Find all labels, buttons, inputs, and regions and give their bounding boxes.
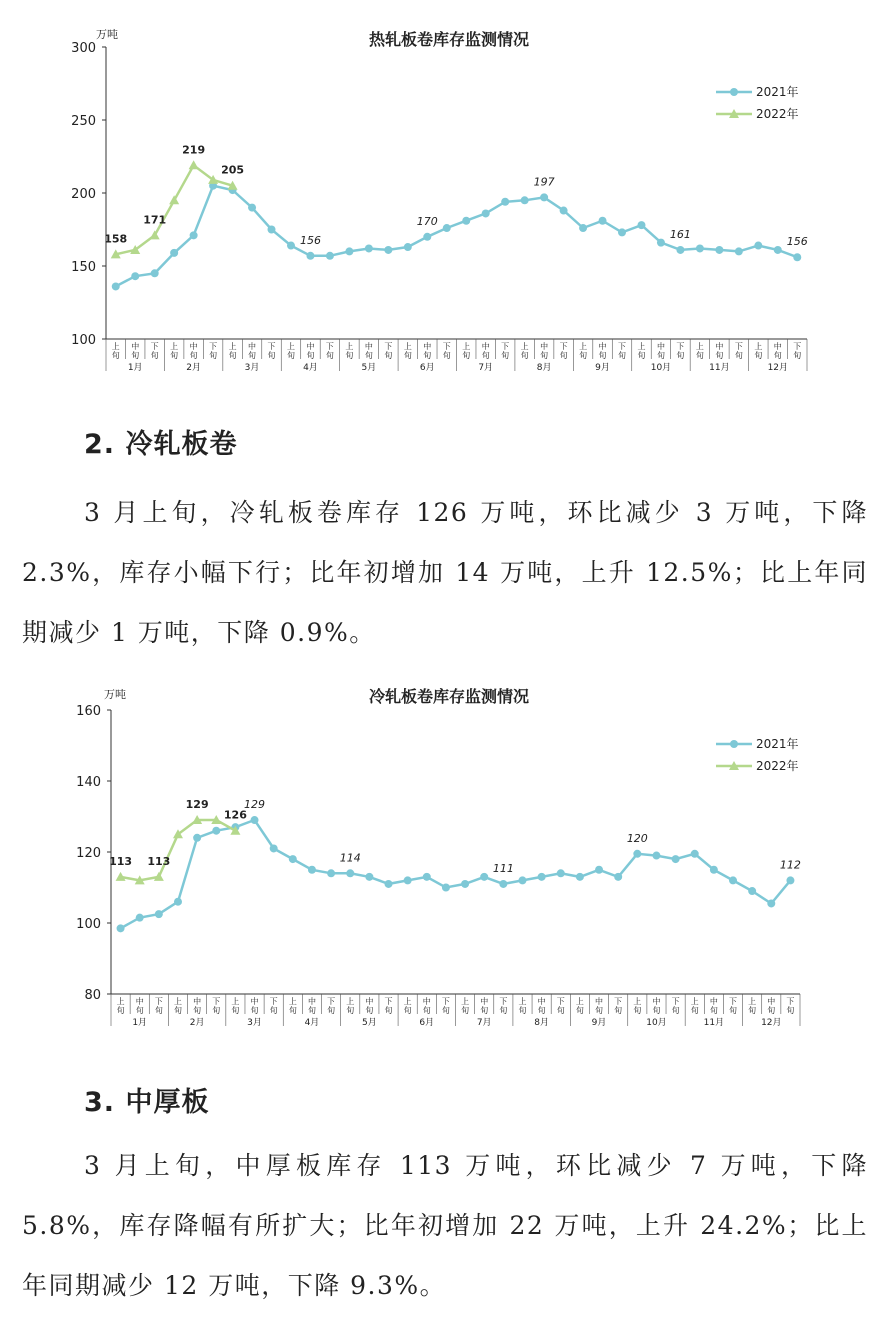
- x-tick-label: 旬: [748, 1006, 757, 1015]
- x-tick-label: 中: [135, 997, 144, 1006]
- data-point-2021: [480, 873, 488, 881]
- x-tick-label: 中: [767, 997, 776, 1006]
- x-tick-label: 旬: [193, 1006, 202, 1015]
- month-label: 2月: [186, 363, 201, 373]
- month-label: 5月: [361, 363, 377, 373]
- x-tick-label: 上: [228, 342, 237, 351]
- month-label: 9月: [595, 363, 610, 373]
- x-tick-label: 中: [540, 342, 549, 351]
- y-tick-label: 200: [71, 187, 96, 202]
- month-label: 11月: [703, 1018, 725, 1028]
- data-point-2021: [501, 198, 509, 206]
- data-point-2021: [289, 855, 297, 863]
- y-tick-label: 300: [71, 41, 96, 56]
- x-tick-label: 旬: [209, 351, 218, 360]
- y-tick-label: 160: [76, 704, 101, 719]
- data-label: 158: [104, 232, 128, 246]
- x-tick-label: 下: [209, 342, 218, 351]
- x-tick-label: 中: [709, 997, 718, 1006]
- x-tick-label: 旬: [170, 351, 179, 360]
- data-point-2021: [715, 246, 723, 254]
- month-label: 8月: [536, 363, 552, 373]
- data-point-2021: [112, 282, 120, 290]
- x-tick-label: 旬: [671, 1006, 680, 1015]
- data-label: 219: [182, 143, 206, 157]
- data-point-2021: [521, 196, 529, 204]
- x-tick-label: 上: [345, 342, 354, 351]
- x-tick-label: 旬: [656, 351, 665, 360]
- x-tick-label: 旬: [461, 1006, 470, 1015]
- x-tick-label: 中: [248, 342, 257, 351]
- data-point-2021: [691, 850, 699, 858]
- x-tick-label: 旬: [307, 1006, 316, 1015]
- data-label: 120: [626, 831, 648, 845]
- data-point-2021: [404, 876, 412, 884]
- x-tick-label: 旬: [690, 1006, 699, 1015]
- data-label: 113: [109, 854, 133, 868]
- x-tick-label: 旬: [423, 351, 432, 360]
- x-tick-label: 上: [116, 997, 125, 1006]
- x-tick-label: 下: [442, 342, 451, 351]
- month-label: 10月: [646, 1018, 667, 1028]
- cold-rolled-chart: [0, 672, 879, 1032]
- x-tick-label: 上: [111, 342, 120, 351]
- data-point-2021: [136, 914, 144, 922]
- legend-label: 2022年: [756, 759, 799, 773]
- y-tick-label: 250: [71, 114, 96, 129]
- data-point-2021: [251, 816, 259, 824]
- x-tick-label: 旬: [131, 351, 140, 360]
- x-tick-label: 旬: [403, 1006, 412, 1015]
- month-label: 5月: [362, 1018, 377, 1028]
- x-tick-label: 旬: [228, 351, 237, 360]
- x-tick-label: 上: [748, 997, 757, 1006]
- y-tick-label: 120: [76, 846, 101, 861]
- x-tick-label: 旬: [250, 1006, 259, 1015]
- x-tick-label: 旬: [345, 351, 354, 360]
- x-tick-label: 旬: [325, 351, 334, 360]
- x-tick-label: 旬: [786, 1006, 795, 1015]
- x-tick-label: 旬: [595, 1006, 604, 1015]
- chart-title: 冷轧板卷库存监测情况: [368, 687, 530, 706]
- x-tick-label: 旬: [598, 351, 607, 360]
- x-tick-label: 上: [288, 997, 297, 1006]
- x-tick-label: 下: [618, 342, 627, 351]
- x-tick-label: 旬: [150, 351, 159, 360]
- x-tick-label: 上: [754, 342, 763, 351]
- x-tick-label: 上: [520, 342, 529, 351]
- data-point-2021: [461, 880, 469, 888]
- month-label: 11月: [709, 363, 730, 373]
- x-tick-label: 旬: [556, 1006, 565, 1015]
- data-label: 113: [147, 854, 171, 868]
- data-point-2021: [482, 209, 490, 217]
- y-tick-label: 150: [71, 260, 96, 275]
- data-point-2022: [169, 195, 179, 204]
- x-tick-label: 中: [250, 997, 259, 1006]
- month-label: 7月: [478, 363, 494, 373]
- data-point-2021: [657, 239, 665, 247]
- month-label: 12月: [767, 363, 789, 373]
- x-tick-label: 下: [154, 997, 163, 1006]
- x-tick-label: 上: [346, 997, 355, 1006]
- data-point-2021: [774, 246, 782, 254]
- data-point-2021: [538, 873, 546, 881]
- section3-paragraph: 3 月上旬，中厚板库存 113 万吨，环比减少 7 万吨，下降 5.8%，库存降幅有所扩大；比年初增加 22 万吨，上升 24.2%；比上年同期减少 12 万吨，下降 9.3%。: [22, 1151, 868, 1300]
- x-tick-label: 旬: [212, 1006, 221, 1015]
- x-tick-label: 旬: [559, 351, 568, 360]
- data-point-2021: [633, 850, 641, 858]
- x-tick-label: 下: [384, 997, 393, 1006]
- x-tick-label: 旬: [441, 1006, 450, 1015]
- x-tick-label: 上: [173, 997, 182, 1006]
- x-tick-label: 中: [773, 342, 782, 351]
- data-label: 197: [533, 175, 555, 189]
- y-tick-label: 100: [71, 333, 96, 348]
- x-tick-label: 旬: [116, 1006, 125, 1015]
- month-label: 6月: [419, 1018, 435, 1028]
- data-point-2021: [327, 869, 335, 877]
- x-tick-label: 下: [327, 997, 336, 1006]
- x-tick-label: 旬: [676, 351, 685, 360]
- data-point-2021: [212, 827, 220, 835]
- x-tick-label: 下: [671, 997, 680, 1006]
- x-tick-label: 旬: [715, 351, 724, 360]
- legend-label: 2021年: [756, 737, 799, 751]
- data-point-2021: [579, 224, 587, 232]
- x-tick-label: 下: [786, 997, 795, 1006]
- data-label: 156: [299, 233, 321, 247]
- x-tick-label: 旬: [501, 351, 510, 360]
- data-point-2021: [540, 193, 548, 201]
- x-tick-label: 旬: [384, 1006, 393, 1015]
- x-tick-label: 旬: [267, 351, 276, 360]
- x-tick-label: 旬: [793, 351, 802, 360]
- data-point-2021: [576, 873, 584, 881]
- month-label: 9月: [591, 1018, 607, 1028]
- section2-title: 2. 冷轧板卷: [84, 429, 238, 460]
- x-tick-label: 上: [633, 997, 642, 1006]
- x-tick-label: 下: [267, 342, 276, 351]
- month-label: 1月: [127, 363, 143, 373]
- x-tick-label: 上: [579, 342, 588, 351]
- data-point-2021: [248, 204, 256, 212]
- x-tick-label: 旬: [709, 1006, 718, 1015]
- data-point-2021: [385, 880, 393, 888]
- data-point-2021: [518, 876, 526, 884]
- x-tick-label: 下: [212, 997, 221, 1006]
- section3-title: 3. 中厚板: [84, 1087, 210, 1118]
- x-tick-label: 下: [384, 342, 393, 351]
- series-line-2021: [121, 820, 791, 928]
- x-tick-label: 下: [269, 997, 278, 1006]
- data-point-2021: [155, 910, 163, 918]
- x-tick-label: 中: [595, 997, 604, 1006]
- month-label: 6月: [419, 363, 435, 373]
- x-tick-label: 上: [695, 342, 704, 351]
- data-point-2021: [423, 233, 431, 241]
- x-tick-label: 旬: [540, 351, 549, 360]
- month-label: 7月: [476, 1018, 492, 1028]
- x-tick-label: 中: [193, 997, 202, 1006]
- x-tick-label: 旬: [773, 351, 782, 360]
- x-tick-label: 旬: [288, 1006, 297, 1015]
- x-tick-label: 下: [501, 342, 510, 351]
- x-tick-label: 下: [150, 342, 159, 351]
- data-label: 171: [143, 213, 167, 227]
- data-point-2022: [150, 230, 160, 239]
- x-tick-label: 上: [170, 342, 179, 351]
- x-tick-label: 旬: [462, 351, 471, 360]
- x-tick-label: 中: [364, 342, 373, 351]
- data-point-2021: [754, 242, 762, 250]
- month-label: 12月: [761, 1018, 782, 1028]
- data-point-2021: [306, 252, 314, 260]
- x-tick-label: 旬: [579, 351, 588, 360]
- x-tick-label: 旬: [537, 1006, 546, 1015]
- data-point-2021: [326, 252, 334, 260]
- legend-marker: [730, 740, 738, 748]
- x-tick-label: 旬: [154, 1006, 163, 1015]
- x-tick-label: 旬: [365, 1006, 374, 1015]
- x-tick-label: 旬: [306, 351, 315, 360]
- x-tick-label: 上: [637, 342, 646, 351]
- month-label: 4月: [304, 1018, 320, 1028]
- x-tick-label: 上: [403, 997, 412, 1006]
- x-tick-label: 旬: [614, 1006, 623, 1015]
- data-point-2021: [767, 899, 775, 907]
- x-tick-label: 上: [518, 997, 527, 1006]
- x-tick-label: 中: [189, 342, 198, 351]
- data-label: 170: [416, 214, 438, 228]
- x-tick-label: 中: [656, 342, 665, 351]
- x-tick-label: 下: [559, 342, 568, 351]
- data-point-2021: [696, 244, 704, 252]
- data-label: 129: [185, 798, 209, 812]
- x-tick-label: 中: [423, 342, 432, 351]
- data-label: 156: [786, 235, 808, 249]
- series-line-2021: [116, 186, 798, 287]
- month-label: 10月: [650, 363, 672, 373]
- month-label: 3月: [247, 1018, 262, 1028]
- x-tick-label: 中: [537, 997, 546, 1006]
- legend-label: 2022年: [756, 107, 799, 121]
- x-tick-label: 旬: [618, 351, 627, 360]
- data-point-2021: [404, 243, 412, 251]
- x-tick-label: 旬: [734, 351, 743, 360]
- data-point-2021: [729, 876, 737, 884]
- x-tick-label: 旬: [575, 1006, 584, 1015]
- y-axis-unit-label: 万吨: [104, 688, 126, 701]
- x-tick-label: 上: [461, 997, 470, 1006]
- data-point-2021: [499, 880, 507, 888]
- data-point-2021: [614, 873, 622, 881]
- data-point-2021: [560, 207, 568, 215]
- legend-marker: [730, 88, 738, 96]
- data-point-2021: [793, 253, 801, 261]
- data-point-2021: [174, 898, 182, 906]
- x-tick-label: 中: [131, 342, 140, 351]
- x-tick-label: 上: [575, 997, 584, 1006]
- x-tick-label: 中: [307, 997, 316, 1006]
- data-point-2021: [423, 873, 431, 881]
- month-label: 2月: [189, 1018, 205, 1028]
- month-label: 4月: [303, 363, 318, 373]
- month-label: 1月: [132, 1018, 148, 1028]
- x-tick-label: 中: [480, 997, 489, 1006]
- data-point-2021: [117, 924, 125, 932]
- x-tick-label: 旬: [231, 1006, 240, 1015]
- x-tick-label: 旬: [633, 1006, 642, 1015]
- x-tick-label: 旬: [248, 351, 257, 360]
- data-point-2021: [345, 247, 353, 255]
- x-tick-label: 上: [286, 342, 295, 351]
- data-point-2021: [365, 244, 373, 252]
- x-tick-label: 上: [231, 997, 240, 1006]
- x-tick-label: 旬: [403, 351, 412, 360]
- data-label: 205: [221, 163, 245, 177]
- x-tick-label: 旬: [520, 351, 529, 360]
- data-point-2021: [462, 217, 470, 225]
- data-point-2021: [786, 876, 794, 884]
- cold-rolled-chart-svg: [0, 672, 879, 1032]
- x-tick-label: 旬: [729, 1006, 738, 1015]
- x-tick-label: 旬: [480, 1006, 489, 1015]
- x-tick-label: 旬: [173, 1006, 182, 1015]
- x-tick-label: 上: [403, 342, 412, 351]
- data-point-2021: [131, 272, 139, 280]
- month-label: 8月: [534, 1018, 549, 1028]
- data-label: 112: [779, 858, 801, 872]
- data-point-2021: [365, 873, 373, 881]
- hot-rolled-chart-svg: [0, 0, 879, 395]
- x-tick-label: 旬: [481, 351, 490, 360]
- x-tick-label: 旬: [518, 1006, 527, 1015]
- x-tick-label: 下: [499, 997, 508, 1006]
- data-label: 114: [339, 851, 361, 865]
- x-tick-label: 中: [306, 342, 315, 351]
- x-tick-label: 中: [422, 997, 431, 1006]
- data-label: 129: [244, 798, 266, 812]
- data-point-2021: [557, 869, 565, 877]
- x-tick-label: 旬: [286, 351, 295, 360]
- x-tick-label: 下: [614, 997, 623, 1006]
- x-tick-label: 旬: [754, 351, 763, 360]
- y-axis-unit-label: 万吨: [96, 28, 118, 41]
- data-point-2021: [735, 247, 743, 255]
- data-point-2021: [308, 866, 316, 874]
- month-label: 3月: [244, 363, 260, 373]
- x-tick-label: 上: [690, 997, 699, 1006]
- data-point-2021: [443, 224, 451, 232]
- data-point-2021: [748, 887, 756, 895]
- data-point-2021: [268, 226, 276, 234]
- x-tick-label: 中: [652, 997, 661, 1006]
- x-tick-label: 旬: [442, 351, 451, 360]
- data-label: 126: [223, 808, 247, 822]
- x-tick-label: 下: [734, 342, 743, 351]
- x-tick-label: 下: [441, 997, 450, 1006]
- data-point-2021: [676, 246, 684, 254]
- data-point-2021: [672, 855, 680, 863]
- x-tick-label: 中: [715, 342, 724, 351]
- y-tick-label: 80: [84, 988, 101, 1003]
- data-point-2021: [384, 246, 392, 254]
- x-tick-label: 中: [481, 342, 490, 351]
- x-tick-label: 旬: [499, 1006, 508, 1015]
- x-tick-label: 旬: [269, 1006, 278, 1015]
- x-tick-label: 旬: [135, 1006, 144, 1015]
- data-point-2021: [618, 228, 626, 236]
- x-tick-label: 下: [729, 997, 738, 1006]
- y-tick-label: 140: [76, 775, 101, 790]
- x-tick-label: 下: [325, 342, 334, 351]
- legend-label: 2021年: [756, 85, 799, 99]
- hot-rolled-chart: [0, 0, 879, 395]
- x-tick-label: 旬: [767, 1006, 776, 1015]
- x-tick-label: 中: [365, 997, 374, 1006]
- chart-title: 热轧板卷库存监测情况: [368, 30, 530, 49]
- x-tick-label: 旬: [652, 1006, 661, 1015]
- data-point-2021: [595, 866, 603, 874]
- x-tick-label: 旬: [364, 351, 373, 360]
- data-point-2021: [346, 869, 354, 877]
- data-point-2021: [442, 884, 450, 892]
- x-tick-label: 旬: [637, 351, 646, 360]
- x-tick-label: 旬: [111, 351, 120, 360]
- data-point-2021: [710, 866, 718, 874]
- x-tick-label: 旬: [422, 1006, 431, 1015]
- data-point-2021: [151, 269, 159, 277]
- x-tick-label: 旬: [327, 1006, 336, 1015]
- data-point-2021: [193, 834, 201, 842]
- data-point-2021: [652, 852, 660, 860]
- y-tick-label: 100: [76, 917, 101, 932]
- x-tick-label: 旬: [346, 1006, 355, 1015]
- data-point-2021: [190, 231, 198, 239]
- x-tick-label: 上: [462, 342, 471, 351]
- x-tick-label: 旬: [189, 351, 198, 360]
- x-tick-label: 下: [676, 342, 685, 351]
- x-tick-label: 下: [793, 342, 802, 351]
- x-tick-label: 下: [556, 997, 565, 1006]
- data-point-2021: [637, 221, 645, 229]
- data-point-2021: [270, 844, 278, 852]
- data-label: 111: [492, 861, 514, 875]
- x-tick-label: 旬: [384, 351, 393, 360]
- data-label: 161: [669, 227, 691, 241]
- data-point-2022: [189, 160, 199, 169]
- x-tick-label: 旬: [695, 351, 704, 360]
- data-point-2021: [170, 249, 178, 257]
- section2-paragraph: 3 月上旬，冷轧板卷库存 126 万吨，环比减少 3 万吨，下降 2.3%，库存小幅下行；比年初增加 14 万吨，上升 12.5%；比上年同期减少 1 万吨，下降 0.9%。: [22, 498, 868, 647]
- data-point-2021: [599, 217, 607, 225]
- data-point-2021: [287, 242, 295, 250]
- x-tick-label: 中: [598, 342, 607, 351]
